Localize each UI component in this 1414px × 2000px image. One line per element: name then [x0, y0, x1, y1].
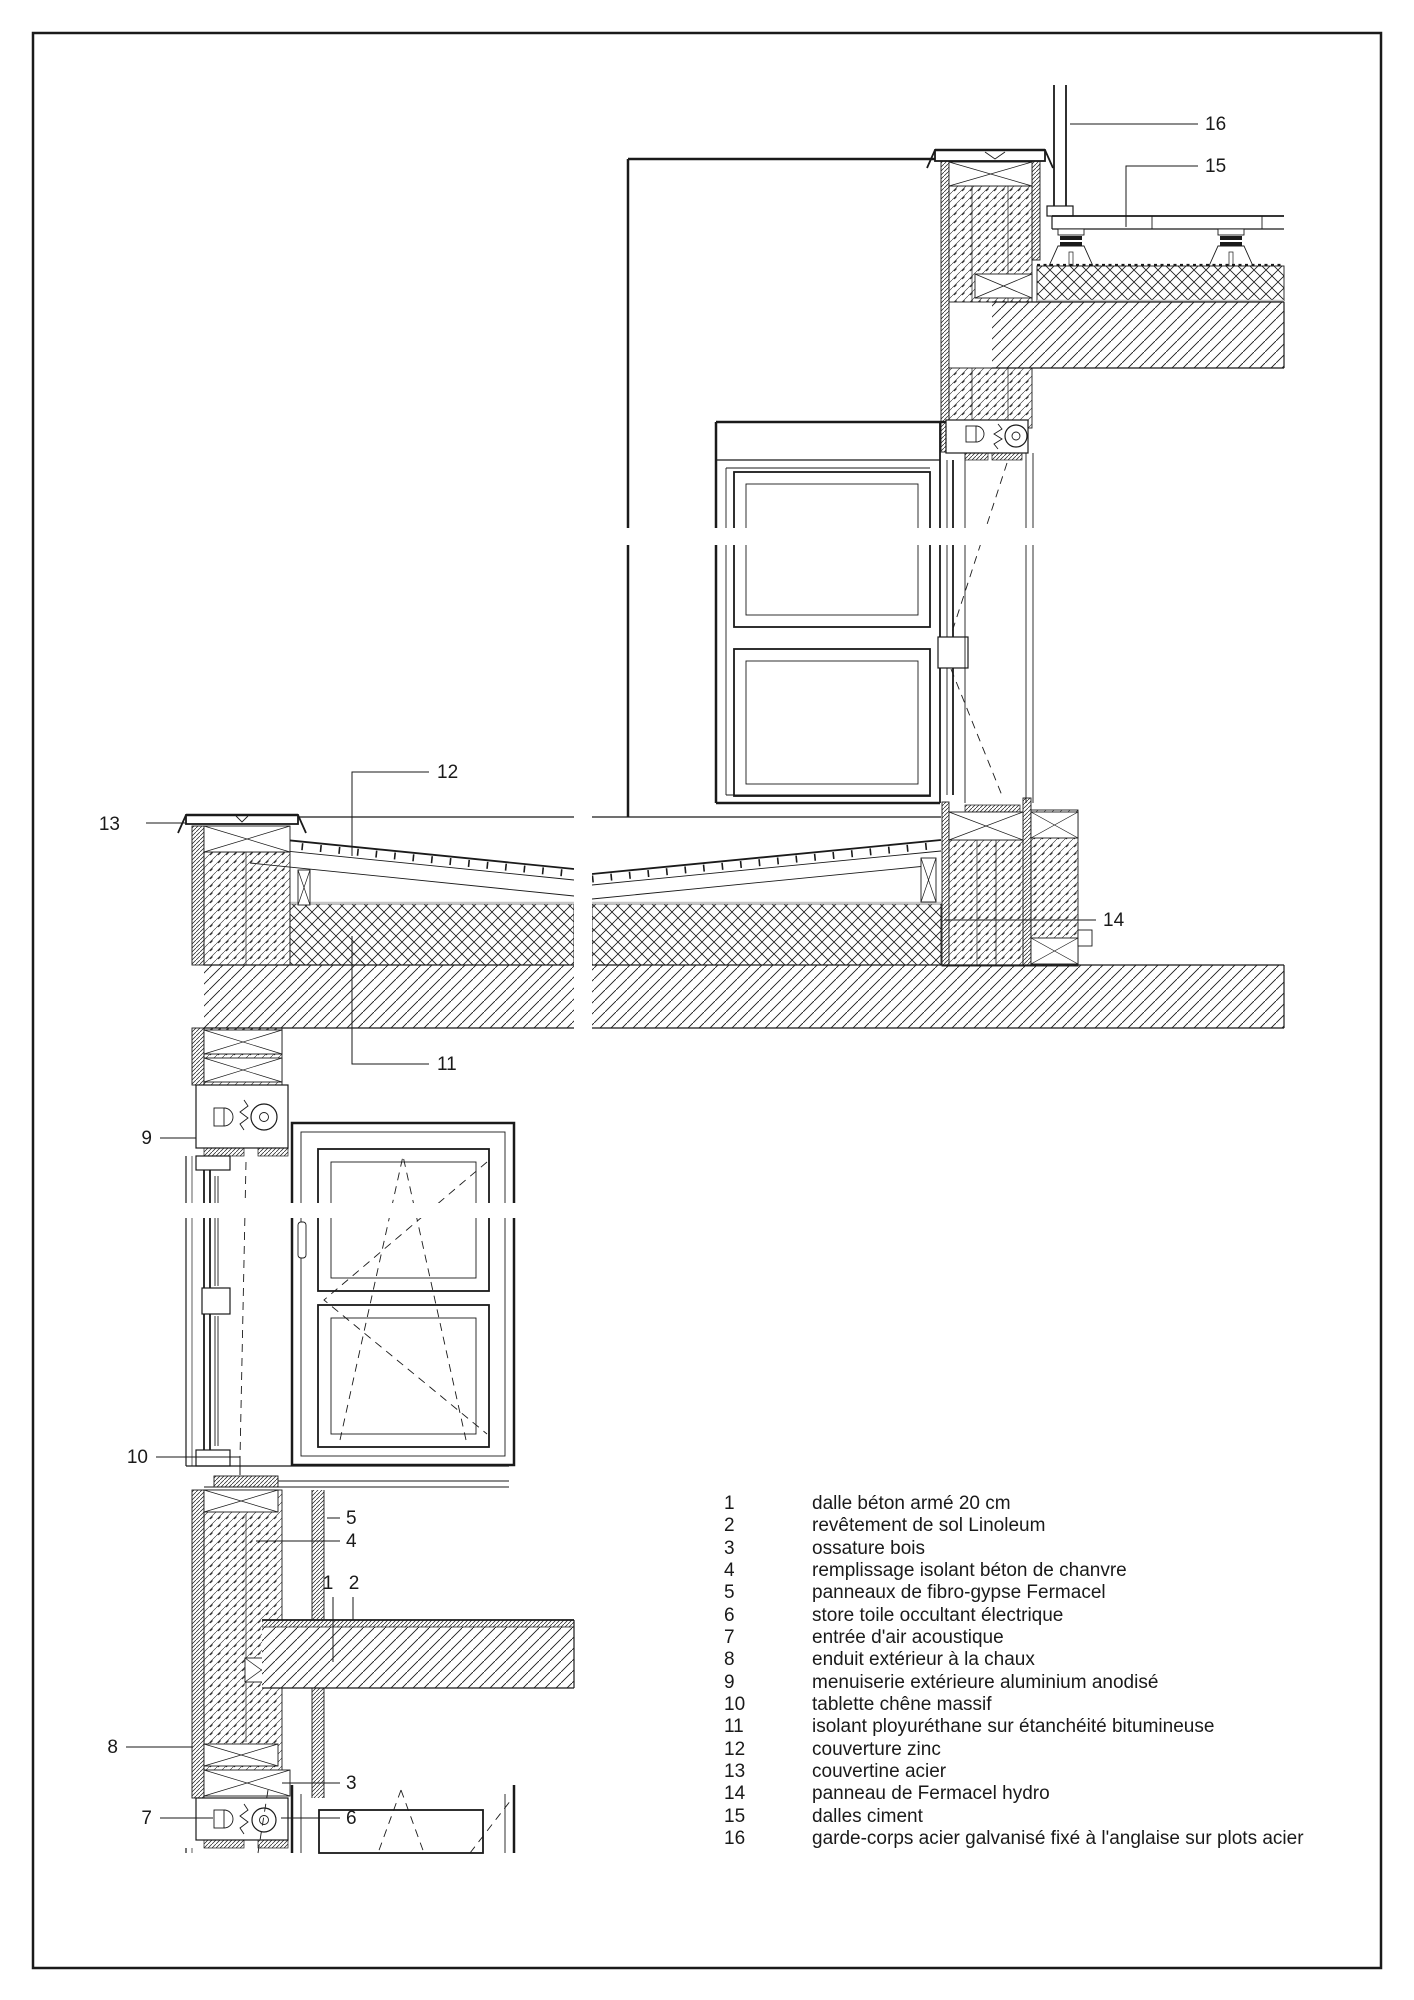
svg-text:4: 4: [346, 1531, 357, 1552]
legend-num: 4: [724, 1560, 735, 1581]
legend-num: 2: [724, 1515, 735, 1536]
legend-label: entrée d'air acoustique: [812, 1627, 1004, 1648]
legend-num: 13: [724, 1761, 746, 1782]
upper-window-elevation: [716, 422, 940, 803]
svg-text:14: 14: [1103, 910, 1125, 931]
svg-text:8: 8: [107, 1737, 118, 1758]
zinc-roof-right: [592, 840, 941, 899]
legend-label: enduit extérieur à la chaux: [812, 1649, 1035, 1670]
legend-label: dalles ciment: [812, 1806, 923, 1827]
floor-slab: [262, 1620, 574, 1688]
svg-text:5: 5: [346, 1508, 357, 1529]
legend-num: 16: [724, 1828, 746, 1849]
svg-text:6: 6: [346, 1808, 357, 1829]
callout-12: [352, 762, 458, 856]
zinc-roof-left: [246, 836, 574, 896]
legend-label: garde-corps acier galvanisé fixé à l'anglaise sur plots acier: [812, 1828, 1304, 1849]
svg-text:12: 12: [437, 762, 459, 783]
svg-text:7: 7: [141, 1808, 152, 1829]
legend-label: panneau de Fermacel hydro: [812, 1783, 1050, 1804]
roof-batten-left: [298, 870, 310, 905]
window1-sill: [186, 1466, 509, 1487]
legend-num: 8: [724, 1649, 735, 1670]
legend-num: 5: [724, 1582, 735, 1603]
upper-window-section-frame: [938, 422, 1033, 803]
legend-label: ossature bois: [812, 1538, 926, 1559]
legend-num: 14: [724, 1783, 746, 1804]
window-handle: [298, 1222, 306, 1258]
svg-text:2: 2: [348, 1573, 360, 1594]
svg-text:3: 3: [346, 1773, 357, 1794]
legend-label: panneaux de fibro-gypse Fermacel: [812, 1582, 1106, 1603]
window1-elevation: [292, 1123, 514, 1465]
legend-label: isolant ployuréthane sur étanchéité bitumineuse: [812, 1716, 1215, 1737]
legend-label: menuiserie extérieure aluminium anodisé: [812, 1672, 1159, 1693]
store-box-2: [196, 1798, 288, 1848]
pedestal-1: [1049, 229, 1093, 266]
legend-num: 15: [724, 1806, 746, 1827]
legend-num: 9: [724, 1672, 735, 1693]
legend-num: 3: [724, 1538, 735, 1559]
callout-5: [327, 1508, 357, 1529]
svg-text:10: 10: [126, 1447, 148, 1468]
legend-num: 1: [724, 1493, 735, 1514]
upstand-wall: [942, 798, 1092, 966]
callout-13: [99, 814, 186, 835]
upper-window-head: [716, 420, 1028, 460]
upper-right-section: [628, 85, 1284, 966]
svg-text:15: 15: [1205, 156, 1227, 177]
legend-num: 11: [724, 1716, 744, 1737]
callout-9: [141, 1128, 196, 1149]
callout-16: [1070, 114, 1226, 135]
legend-label: revêtement de sol Linoleum: [812, 1515, 1046, 1536]
legend-num: 12: [724, 1739, 746, 1760]
svg-text:11: 11: [437, 1054, 457, 1075]
legend: [724, 1493, 1304, 1849]
callout-8: [107, 1737, 193, 1758]
legend-label: couvertine acier: [812, 1761, 947, 1782]
pedestal-2: [1209, 229, 1253, 266]
legend-num: 10: [724, 1694, 746, 1715]
svg-text:1: 1: [322, 1573, 334, 1594]
legend-label: store toile occultant électrique: [812, 1605, 1064, 1626]
legend-label: dalle béton armé 20 cm: [812, 1493, 1011, 1514]
svg-text:16: 16: [1205, 114, 1227, 135]
legend-label: tablette chêne massif: [812, 1694, 992, 1715]
svg-text:13: 13: [98, 814, 120, 835]
legend-label: couverture zinc: [812, 1739, 941, 1760]
legend-label: remplissage isolant béton de chanvre: [812, 1560, 1127, 1581]
store-box-1: [196, 1085, 288, 1156]
legend-num: 6: [724, 1605, 735, 1626]
window1-section-frame: [186, 1156, 246, 1466]
callout-2: [349, 1573, 360, 1620]
svg-text:9: 9: [141, 1128, 152, 1149]
roof-batten-right: [921, 858, 936, 902]
legend-num: 7: [724, 1627, 735, 1648]
